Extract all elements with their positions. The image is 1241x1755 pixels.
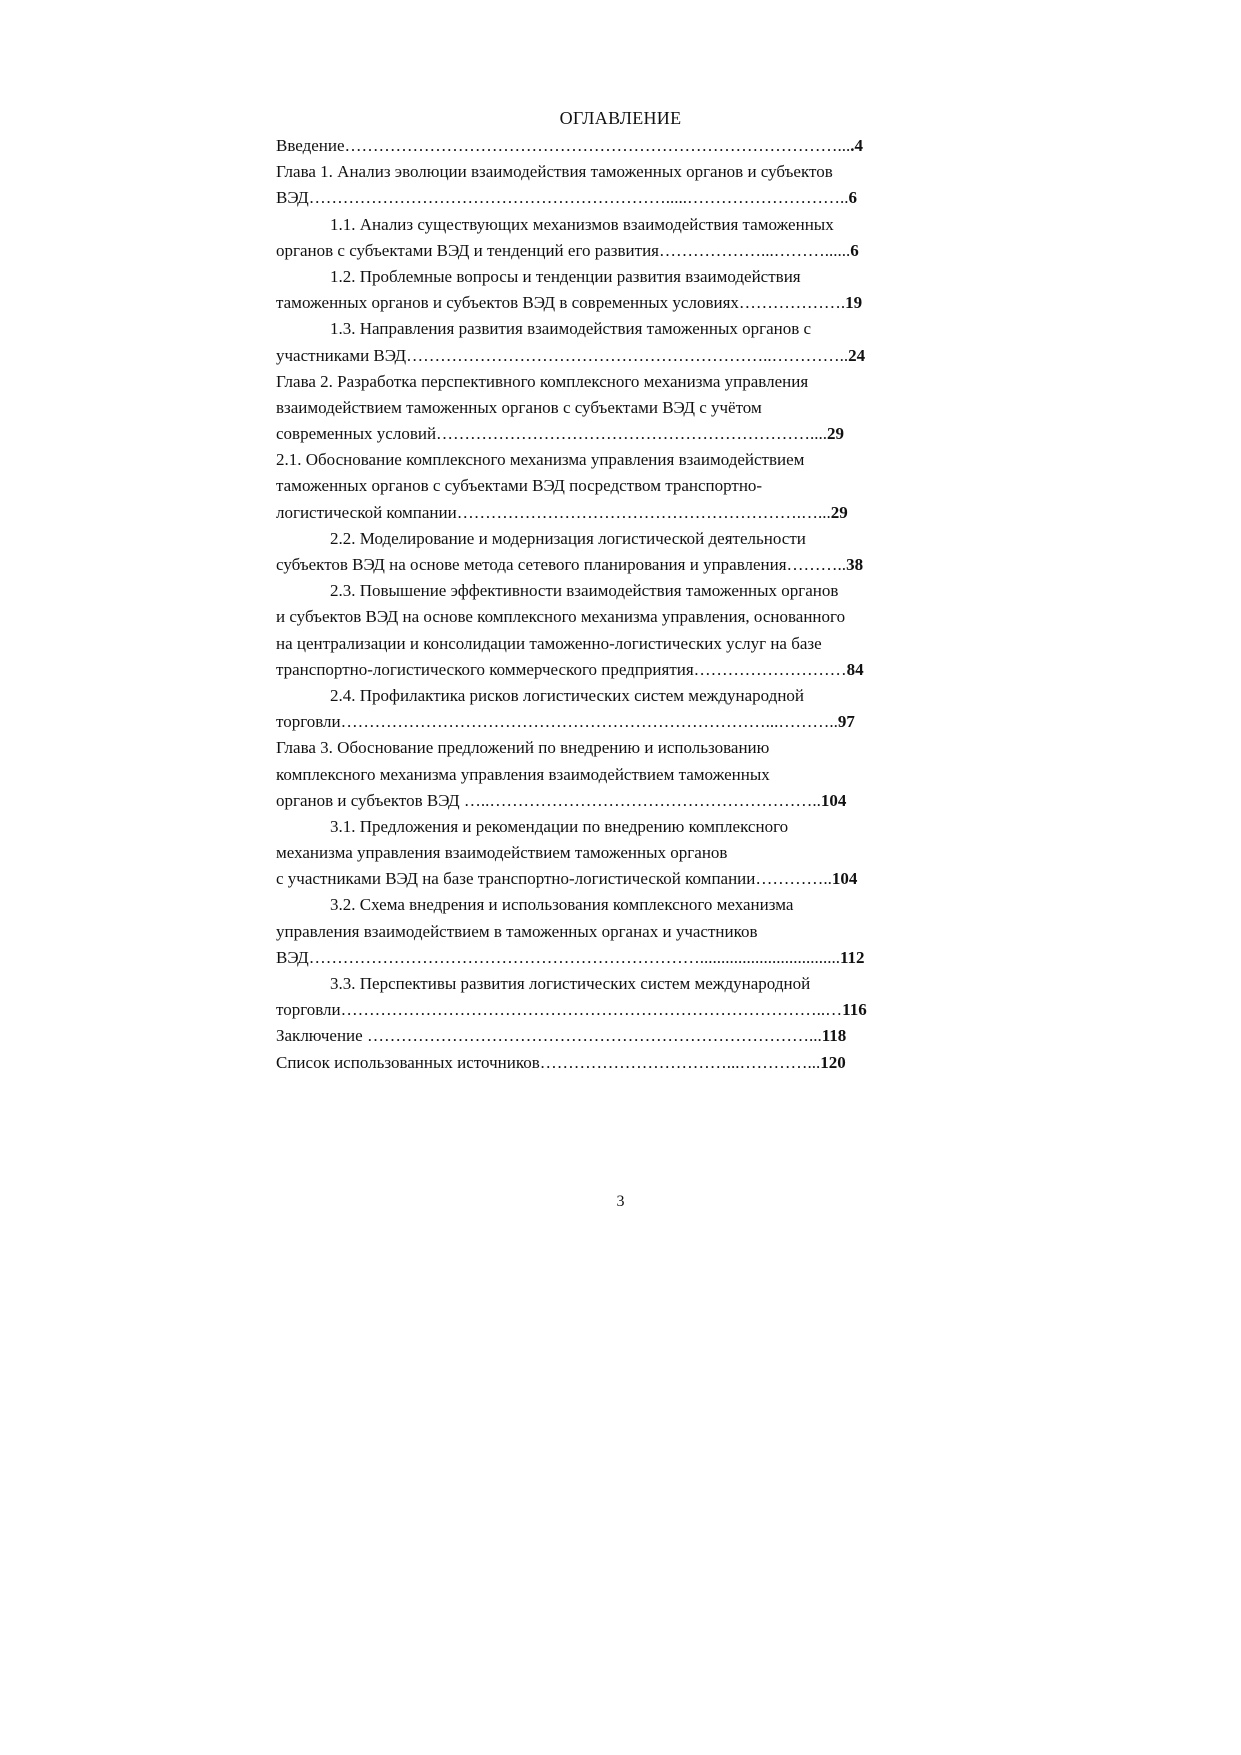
toc-entry-page: 104	[820, 790, 847, 810]
toc-entry-chapter-2[interactable]	[276, 395, 976, 421]
toc-entry-page: 116	[842, 1000, 867, 1020]
toc-entry-chapter-2[interactable]	[276, 369, 976, 395]
toc-entry-text: органов с субъектами ВЭД и тенденций его развития………………...………......	[276, 240, 851, 260]
toc-entry-page: 38	[846, 555, 864, 574]
toc-entry-chapter-3[interactable]	[276, 788, 976, 814]
toc-entry-text: 2.2. Моделирование и модернизация логистической деятельности	[330, 528, 806, 548]
toc-entry-section-1-1[interactable]	[276, 238, 976, 264]
toc-entry-text: комплексного механизма управления взаимодействием таможенных	[276, 764, 770, 784]
toc-entry-text: управления взаимодействием в таможенных органах и участников	[276, 921, 758, 941]
toc-entry-section-2-1[interactable]	[276, 500, 976, 526]
toc-entry-text: Глава 3. Обоснование предложений по внедрению и использованию	[276, 738, 770, 758]
toc-entry-section-3-1[interactable]	[276, 866, 976, 892]
toc-entry-section-2-3[interactable]	[276, 657, 976, 683]
toc-entry-section-1-2[interactable]	[276, 290, 976, 316]
toc-entry-page: 112	[839, 947, 865, 967]
toc-entry-text: таможенных органов с субъектами ВЭД посредством транспортно-	[276, 476, 763, 496]
toc-entry-section-1-2[interactable]	[276, 264, 976, 290]
toc-entry-section-2-3[interactable]	[276, 631, 976, 657]
toc-entry-text: 3.3. Перспективы развития логистических систем международной	[330, 974, 811, 993]
toc-entry-section-1-1[interactable]	[276, 212, 976, 238]
toc-entry-text: ВЭД…………………………………………………………….................................	[276, 947, 840, 967]
toc-entry-text: на централизации и консолидации таможенно-логистических услуг на базе	[276, 633, 822, 653]
toc-entry-page: 29	[830, 502, 848, 522]
toc-entry-page: .4	[850, 136, 864, 155]
toc-entry-text: 1.3. Направления развития взаимодействия таможенных органов с	[330, 319, 812, 339]
toc-entry-text: 2.3. Повышение эффективности взаимодействия таможенных органов	[330, 581, 839, 601]
toc-entry-text: 2.1. Обоснование комплексного механизма управления взаимодействием	[276, 450, 805, 470]
toc-title: ОГЛАВЛЕНИЕ	[559, 108, 682, 128]
toc-entry-text: ВЭД……………………………………………………….....………………………..	[276, 188, 849, 208]
toc-entry-text: логистической компании…………………………………………………….…...	[276, 502, 831, 522]
toc-entry-section-3-1[interactable]	[276, 840, 976, 866]
toc-entry-text: торговли…………………………………………………………………...………..	[276, 712, 838, 732]
toc-entry-section-2-3[interactable]	[276, 578, 976, 604]
toc-entry-chapter-3[interactable]	[276, 735, 976, 761]
toc-entry-text: Список использованных источников……………………………...…………...	[276, 1052, 821, 1072]
toc-entry-page: 24	[848, 345, 866, 365]
toc-entry-references[interactable]	[276, 1050, 976, 1076]
toc-entry-section-3-2[interactable]	[276, 919, 976, 945]
toc-entry-page: 84	[846, 659, 864, 679]
toc-entry-chapter-1[interactable]	[276, 159, 976, 185]
toc-entry-text: взаимодействием таможенных органов с субъектами ВЭД с учётом	[276, 397, 762, 417]
toc-entry-text: Введение……………………………………………………………………………...	[276, 136, 851, 155]
toc-entry-text: с участниками ВЭД на базе транспортно-логистической компании…………..	[276, 869, 832, 889]
toc-entry-text: торговли…………………………………………………………………………..…	[276, 1000, 843, 1020]
toc-entry-chapter-3[interactable]	[276, 762, 976, 788]
toc-entry-page: 6	[850, 240, 859, 260]
toc-entry-text: механизма управления взаимодействием таможенных органов	[276, 843, 728, 863]
toc-entry-text: Заключение ……………………………………………………………………...	[276, 1026, 822, 1046]
toc-entry-conclusion[interactable]	[276, 1023, 976, 1049]
toc-entry-text: субъектов ВЭД на основе метода сетевого планирования и управления………..	[276, 555, 847, 574]
toc-entry-text: 2.4. Профилактика рисков логистических систем международной	[330, 685, 805, 705]
toc-entry-text: 3.1. Предложения и рекомендации по внедрению комплексного	[330, 816, 789, 836]
toc-entry-section-2-2[interactable]	[276, 526, 976, 552]
toc-entry-text: таможенных органов и субъектов ВЭД в современных условиях……………….	[276, 293, 846, 313]
toc-entry-page: 97	[837, 712, 855, 732]
toc-entry-section-2-4[interactable]	[276, 709, 976, 735]
toc-entry-section-3-3[interactable]	[276, 997, 976, 1023]
toc-entry-page: 104	[831, 869, 858, 889]
toc-entry-section-3-3[interactable]	[276, 971, 976, 997]
toc-entry-chapter-2[interactable]	[276, 421, 976, 447]
toc-entry-section-2-1[interactable]	[276, 473, 976, 499]
toc-entry-text: транспортно-логистического коммерческого предприятия………………………	[276, 659, 847, 679]
toc-entry-page: 29	[827, 424, 845, 444]
toc-entry-section-3-1[interactable]	[276, 814, 976, 840]
toc-entry-section-1-3[interactable]	[276, 343, 976, 369]
page-number: 3	[616, 1193, 625, 1210]
toc-entry-text: Глава 2. Разработка перспективного комплексного механизма управления	[276, 371, 809, 391]
toc-entry-section-2-4[interactable]	[276, 683, 976, 709]
toc-entry-text: Глава 1. Анализ эволюции взаимодействия таможенных органов и субъектов	[276, 162, 833, 182]
toc-entry-text: 3.2. Схема внедрения и использования комплексного механизма	[330, 895, 794, 915]
toc-entry-text: органов и субъектов ВЭД …..…………………………………………………..	[276, 790, 821, 810]
toc-entry-page: 19	[845, 293, 863, 313]
toc-entry-introduction[interactable]	[276, 133, 976, 159]
toc-entry-page: 6	[848, 188, 857, 208]
table-of-contents	[276, 133, 976, 1076]
toc-entry-text: современных условий…………………………………………………………....	[276, 424, 828, 444]
toc-entry-section-2-1[interactable]	[276, 447, 976, 473]
toc-entry-section-2-2[interactable]	[276, 552, 976, 578]
toc-entry-section-3-2[interactable]	[276, 945, 976, 971]
toc-entry-text: и субъектов ВЭД на основе комплексного механизма управления, основанного	[276, 607, 846, 627]
toc-entry-section-1-3[interactable]	[276, 316, 976, 342]
toc-entry-page: 118	[821, 1026, 847, 1046]
toc-entry-section-3-2[interactable]	[276, 892, 976, 918]
toc-entry-section-2-3[interactable]	[276, 604, 976, 630]
toc-entry-text: 1.2. Проблемные вопросы и тенденции развития взаимодействия	[330, 266, 801, 286]
toc-entry-text: участниками ВЭД………………………………………………………..…………..	[276, 345, 849, 365]
toc-entry-text: 1.1. Анализ существующих механизмов взаимодействия таможенных	[330, 214, 834, 234]
toc-entry-page: 120	[820, 1052, 846, 1072]
toc-entry-chapter-1[interactable]	[276, 185, 976, 211]
